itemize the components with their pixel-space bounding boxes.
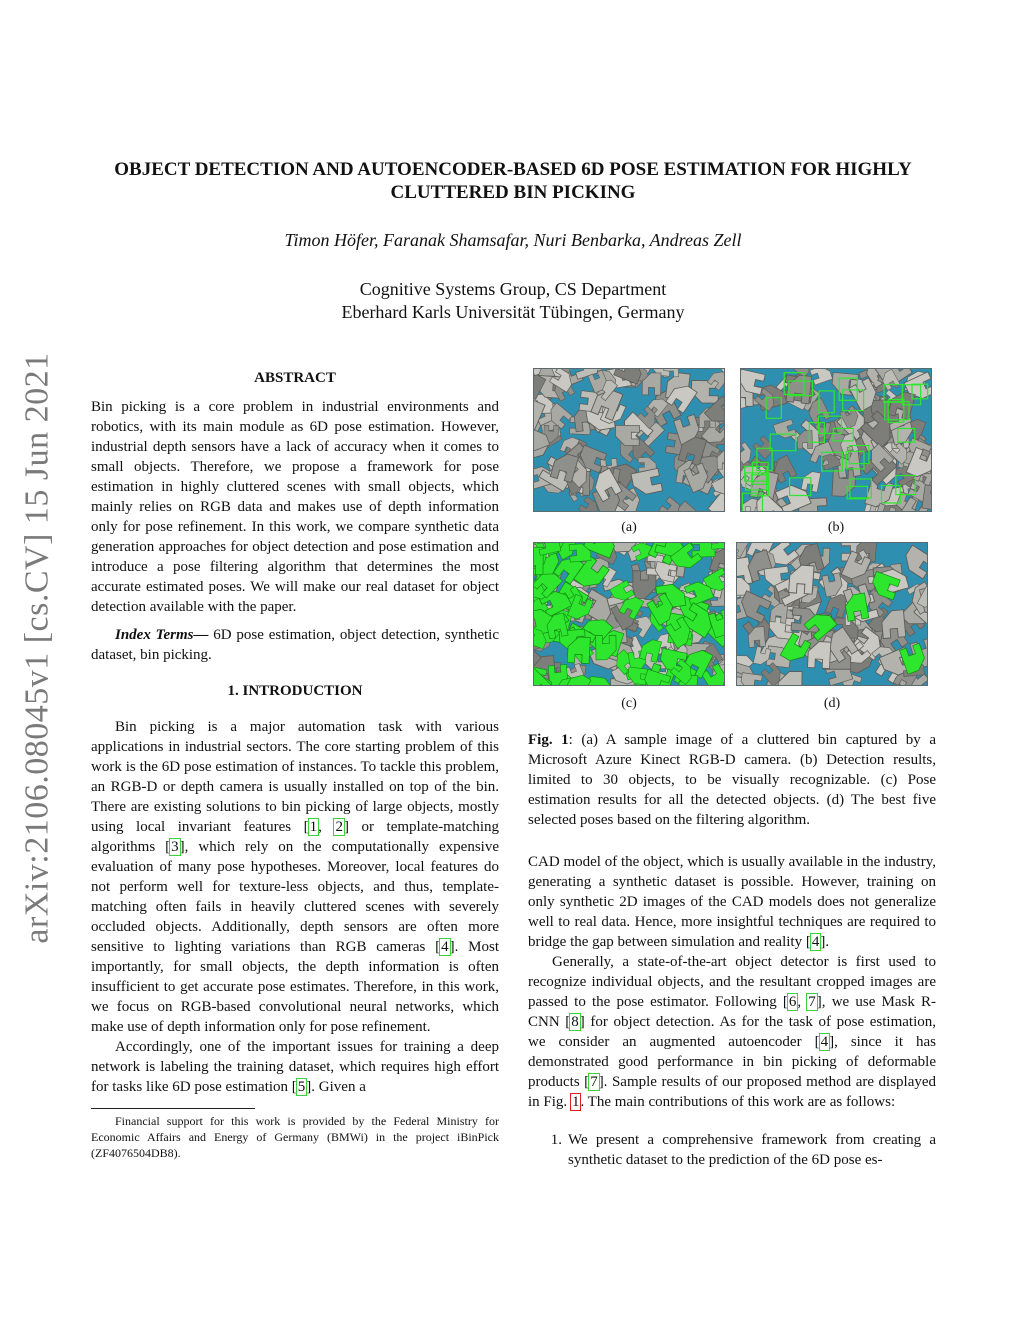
citation-2[interactable]: 2: [335, 819, 343, 835]
citation-1[interactable]: 1: [309, 819, 318, 835]
index-terms: [91, 625, 499, 665]
right-paragraph-2: Generally, a state-of-the-art object detector is first used to recognize individual objects, and the resultant cropped images are passed to the pose estimator. Following [6, 7], we use Mask R-CNN [8] for object detection. As for the task of pose estimation, we consider an augmented autoencoder [4], since it has demonstrated good performance in bin picking of deformable products [7]. Sample results of our proposed method are displayed in Fig. 1. The main contributions of this work are as follows:: [528, 954, 937, 1110]
intro-paragraph-2: Accordingly, one of the important issues for training a deep network is labeling the training dataset, which requires high effort for tasks like 6D pose estimation [5]. Given a: [91, 1039, 499, 1095]
footnote: Financial support for this work is provided by the Federal Ministry for Economic Affairs and Energy of Germany (BMWi) in the project iBinPick (ZF4076504DB8).: [91, 1114, 499, 1160]
figure-label-c: (c): [621, 696, 637, 711]
paper-title: OBJECT DETECTION AND AUTOENCODER-BASED 6D POSE ESTIMATION FOR HIGHLY CLUTTERED BIN PICKING: [114, 159, 912, 203]
citation-4[interactable]: 4: [820, 1034, 829, 1050]
intro-paragraph-1: Bin picking is a major automation task with various applications in industrial sectors. The core starting problem of this work is the 6D pose estimation of instances. To tackle this problem, an RGB-D or depth camera is usually installed on top of the bin. There are existing solutions to bin picking of large objects, mostly using local invariant features [1, 2] or template-matching algorithms [3], which rely on the computationally expensive evaluation of many pose hypotheses. Moreover, local features do not perform well for texture-less objects, and thus, template-matching often fails in heavily cluttered scenes with severely occluded objects. Additionally, depth sensors are often more sensitive to lighting variations than RGB cameras [4]. Most importantly, for small objects, the depth information is often insufficient to get accurate pose estimates. Therefore, in this work, we focus on RGB-based convolutional neural networks, which make use of depth information only for pose refinement.: [91, 719, 500, 1035]
figure-label-d: (d): [823, 696, 841, 711]
citation-8[interactable]: 8: [571, 1014, 579, 1030]
affiliation-line-1: Cognitive Systems Group, CS Department: [359, 279, 667, 299]
citation-4[interactable]: 4: [441, 939, 449, 955]
right-column: [528, 730, 936, 1170]
left-column: [91, 368, 499, 1161]
figure-label-a: (a): [621, 520, 637, 535]
citation-6[interactable]: 6: [788, 994, 797, 1010]
arxiv-id-text: arXiv:2106.08045v1 [cs.CV] 15 Jun 2021: [19, 352, 57, 944]
figure-caption-label: Fig. 1: [528, 732, 569, 748]
index-terms-label: Index Terms—: [115, 627, 209, 643]
figure-caption-text: : (a) A sample image of a cluttered bin captured by a Microsoft Azure Kinect RGB-D camera. (b) Detection results, limited to 30 objects, to be visually recognizable. (c) Pose estimation results for all the detected objects. (d) The best five selected poses based on the filtering algorithm.: [528, 732, 936, 828]
introduction-heading: 1. INTRODUCTION: [227, 683, 363, 699]
list-item-text: We present a comprehensive framework from creating a synthetic dataset to the prediction of the 6D pose es-: [568, 1132, 936, 1168]
affiliation: [88, 278, 938, 324]
list-item: [528, 1130, 936, 1170]
figure-1-reference[interactable]: 1: [571, 1094, 580, 1110]
paper-authors: Timon Höfer, Faranak Shamsafar, Nuri Benbarka, Andreas Zell: [284, 230, 742, 250]
citation-5[interactable]: 5: [297, 1079, 306, 1095]
figure-panel-d-image: [736, 542, 928, 686]
citation-7[interactable]: 7: [590, 1074, 598, 1090]
figure-panel-a-image: [533, 368, 725, 512]
figure-panel-b-image: [740, 368, 932, 512]
citation-4[interactable]: 4: [811, 934, 820, 950]
figure-caption: [528, 730, 936, 830]
footnote-divider: [91, 1108, 255, 1109]
abstract-text: Bin picking is a core problem in industrial environments and robotics, with its main module as 6D pose estimation. However, industrial depth sensors have a lack of accuracy when it comes to small objects. Therefore, we propose a framework for pose estimation in highly cluttered scenes with small objects, which mainly relies on RGB data and makes use of depth information only for pose refinement. In this work, we compare synthetic data generation approaches for object detection and pose estimation and introduce a pose filtering algorithm that determines the most accurate estimated poses. We will make our real dataset for object detection available with the paper.: [91, 399, 499, 615]
figure-label-b: (b): [827, 520, 845, 535]
contributions-list: [528, 1130, 936, 1170]
index-terms-text: 6D pose estimation, object detection, synthetic dataset, bin picking.: [91, 627, 499, 663]
figure-panel-c-image: [533, 542, 725, 686]
list-item-number: 1.: [550, 1132, 562, 1148]
arxiv-identifier: [8, 352, 68, 944]
abstract-heading: ABSTRACT: [254, 370, 336, 386]
citation-3[interactable]: 3: [171, 839, 179, 855]
citation-7[interactable]: 7: [808, 994, 816, 1010]
right-paragraph-1: CAD model of the object, which is usually available in the industry, generating a synthetic dataset is possible. However, training on only synthetic 2D images of the CAD models does not generalize well to real data. Hence, more insightful techniques are required to bridge the gap between simulation and reality [4].: [528, 854, 936, 950]
figure-1: [528, 366, 936, 716]
affiliation-line-2: Eberhard Karls Universität Tübingen, Germany: [341, 302, 685, 322]
